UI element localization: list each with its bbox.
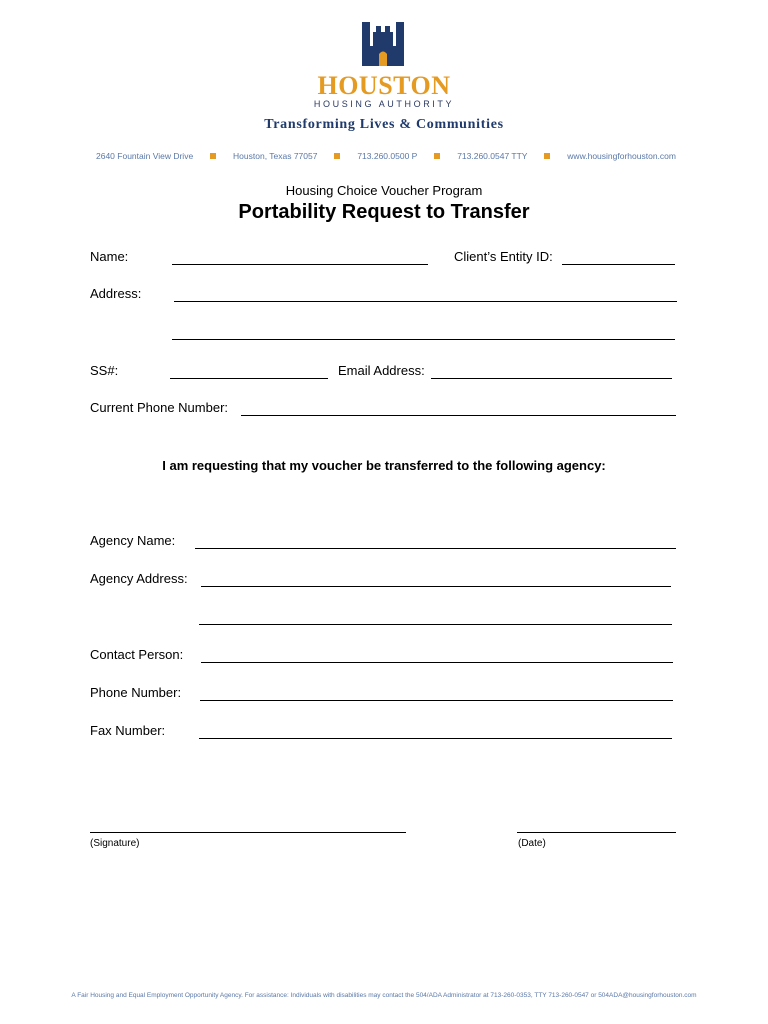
email-field[interactable] bbox=[431, 378, 672, 379]
bullet-square-icon bbox=[434, 153, 440, 159]
date-field[interactable] bbox=[517, 832, 676, 833]
ssn-label: SS#: bbox=[90, 363, 119, 378]
form-title: Portability Request to Transfer bbox=[238, 201, 530, 223]
name-field[interactable] bbox=[172, 264, 428, 265]
contact-person-label: Contact Person: bbox=[90, 647, 184, 662]
agency-name-field[interactable] bbox=[195, 548, 676, 549]
agency-address-label: Agency Address: bbox=[90, 571, 188, 586]
phone-label: Current Phone Number: bbox=[90, 400, 229, 415]
contact-tty: 713.260.0547 TTY bbox=[457, 151, 528, 161]
bullet-square-icon bbox=[334, 153, 340, 159]
tagline: Transforming Lives & Communities bbox=[264, 117, 504, 132]
footer-text: A Fair Housing and Equal Employment Opportunity Agency. For assistance: Individuals with disabilities may contact the 504/ADA Administrator at 713-260-0353, TTY 713-260-0547 or 504ADA@housingforhouston.com bbox=[71, 992, 697, 999]
org-name: HOUSTON bbox=[317, 71, 451, 100]
name-label: Name: bbox=[90, 249, 129, 264]
agency-name-label: Agency Name: bbox=[90, 533, 176, 548]
agency-phone-field[interactable] bbox=[200, 700, 673, 701]
agency-phone-label: Phone Number: bbox=[90, 685, 182, 700]
program-name: Housing Choice Voucher Program bbox=[285, 183, 483, 198]
entity-id-field[interactable] bbox=[562, 264, 675, 265]
contact-address: 2640 Fountain View Drive bbox=[96, 151, 194, 161]
signature-label: (Signature) bbox=[90, 838, 140, 849]
email-label: Email Address: bbox=[338, 363, 425, 378]
fax-label: Fax Number: bbox=[90, 723, 166, 738]
address-label: Address: bbox=[90, 286, 142, 301]
address-field-line-2[interactable] bbox=[172, 339, 675, 340]
bullet-square-icon bbox=[210, 153, 216, 159]
ssn-field[interactable] bbox=[170, 378, 328, 379]
contact-website: www.housingforhouston.com bbox=[567, 151, 676, 161]
address-field-line-1[interactable] bbox=[174, 301, 677, 302]
date-label: (Date) bbox=[518, 838, 546, 849]
building-logo-icon bbox=[362, 22, 404, 66]
phone-field[interactable] bbox=[241, 415, 676, 416]
request-statement: I am requesting that my voucher be transferred to the following agency: bbox=[162, 458, 606, 473]
contact-phone: 713.260.0500 P bbox=[357, 151, 418, 161]
bullet-square-icon bbox=[544, 153, 550, 159]
org-subtitle: HOUSING AUTHORITY bbox=[313, 99, 455, 109]
agency-address-field-line-1[interactable] bbox=[201, 586, 671, 587]
contact-bar bbox=[96, 149, 676, 163]
fax-field[interactable] bbox=[199, 738, 672, 739]
contact-person-field[interactable] bbox=[201, 662, 673, 663]
entity-id-label: Client’s Entity ID: bbox=[454, 249, 553, 264]
signature-field[interactable] bbox=[90, 832, 406, 833]
agency-address-field-line-2[interactable] bbox=[199, 624, 672, 625]
contact-city: Houston, Texas 77057 bbox=[233, 151, 318, 161]
